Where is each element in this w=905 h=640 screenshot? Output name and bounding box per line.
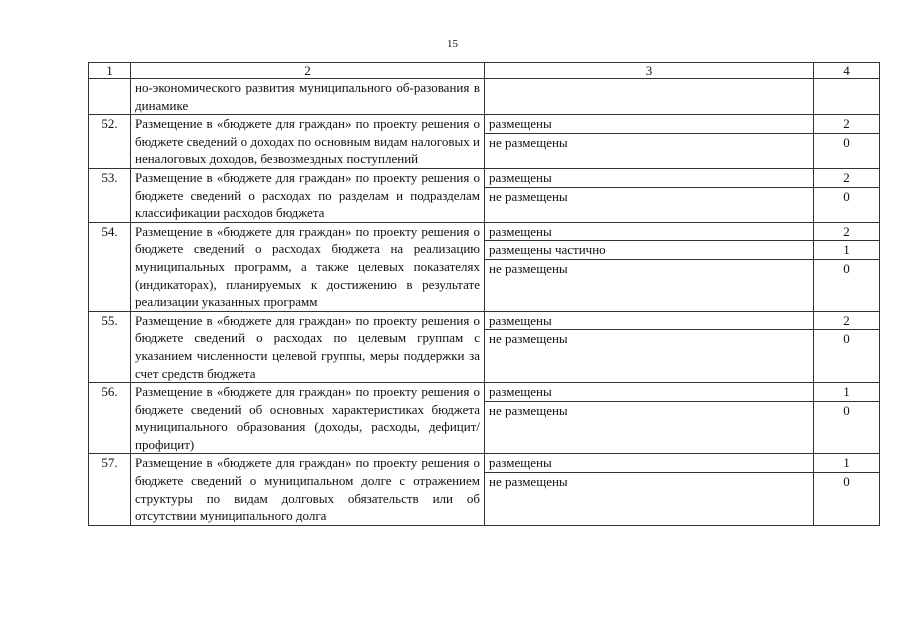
score-cell: [814, 311, 880, 382]
table-header-row: [89, 63, 880, 79]
row-number: 54.: [89, 222, 131, 311]
score-cell: [814, 168, 880, 222]
option-label: размещены: [485, 383, 813, 402]
column-header-3: 3: [485, 63, 814, 79]
row-number: 52.: [89, 115, 131, 169]
option-cell: [485, 454, 814, 525]
score-cell: [814, 115, 880, 169]
score-cell: [814, 454, 880, 525]
table-row: [89, 311, 880, 382]
option-label: размещены: [485, 454, 813, 473]
continuation-row: [89, 79, 880, 115]
row-number: 56.: [89, 383, 131, 454]
score-cell: [814, 383, 880, 454]
option-score: 1: [814, 383, 879, 402]
score-cell: [814, 222, 880, 311]
criterion-text: Размещение в «бюджете для граждан» по проекту решения о бюджете сведений об основных характеристиках бюджета муниципального образования (доходы, расходы, дефицит/профицит): [131, 383, 485, 454]
row-number-cell: [89, 79, 131, 115]
row-number: 57.: [89, 454, 131, 525]
column-header-1: 1: [89, 63, 131, 79]
option-score: 1: [814, 454, 879, 473]
option-cell: [485, 168, 814, 222]
criterion-text: Размещение в «бюджете для граждан» по проекту решения о бюджете сведений о муниципальном долге с отражением структуры по видам долговых обязательств или об отсутствии муниципального долга: [131, 454, 485, 525]
criterion-text: Размещение в «бюджете для граждан» по проекту решения о бюджете сведений о расходах по целевым группам с указанием численности целевой группы, меры поддержки за счет средств бюджета: [131, 311, 485, 382]
option-score: 1: [814, 241, 879, 260]
table-row: [89, 454, 880, 525]
option-score: 0: [843, 331, 850, 347]
option-cell: [485, 79, 814, 115]
option-label: не размещены: [489, 188, 568, 204]
criterion-text: Размещение в «бюджете для граждан» по проекту решения о бюджете сведений о доходах по основным видам налоговых и неналоговых доходов, безвозмездных поступлений: [131, 115, 485, 169]
option-cell: [485, 115, 814, 169]
option-cell: [485, 222, 814, 311]
option-label: не размещены: [489, 474, 568, 490]
option-label: не размещены: [489, 331, 568, 347]
option-label: не размещены: [489, 134, 568, 150]
table-row: [89, 115, 880, 169]
option-label: размещены: [485, 312, 813, 331]
option-score: 2: [814, 312, 879, 331]
option-score: 0: [843, 188, 850, 204]
column-header-2: 2: [131, 63, 485, 79]
option-label: размещены частично: [485, 241, 813, 260]
row-number: 55.: [89, 311, 131, 382]
row-number: 53.: [89, 168, 131, 222]
option-score: 0: [843, 260, 850, 276]
option-cell: [485, 383, 814, 454]
table-row: [89, 222, 880, 311]
criteria-table: [88, 62, 880, 526]
option-label: размещены: [485, 169, 813, 188]
option-score: 0: [843, 474, 850, 490]
table-row: [89, 383, 880, 454]
option-score: 2: [814, 169, 879, 188]
option-label: не размещены: [489, 402, 568, 418]
option-score: 0: [843, 134, 850, 150]
score-cell: [814, 79, 880, 115]
option-label: не размещены: [489, 260, 568, 276]
option-label: размещены: [485, 115, 813, 134]
option-label: размещены: [485, 223, 813, 242]
page-number: 15: [447, 38, 458, 50]
option-cell: [485, 311, 814, 382]
table-row: [89, 168, 880, 222]
option-score: 2: [814, 223, 879, 242]
criterion-text: Размещение в «бюджете для граждан» по проекту решения о бюджете сведений о расходах бюджета на реализацию муниципальных программ, а также целевых показателях (индикаторах), планируемых к достижению в результате реализации указанных программ: [131, 222, 485, 311]
option-score: 2: [814, 115, 879, 134]
criterion-text: но-экономического развития муниципального об-разования в динамике: [131, 79, 485, 115]
option-score: 0: [843, 402, 850, 418]
criteria-rows: [89, 115, 880, 526]
column-header-4: 4: [814, 63, 880, 79]
criterion-text: Размещение в «бюджете для граждан» по проекту решения о бюджете сведений о расходах по разделам и подразделам классификации расходов бюджета: [131, 168, 485, 222]
